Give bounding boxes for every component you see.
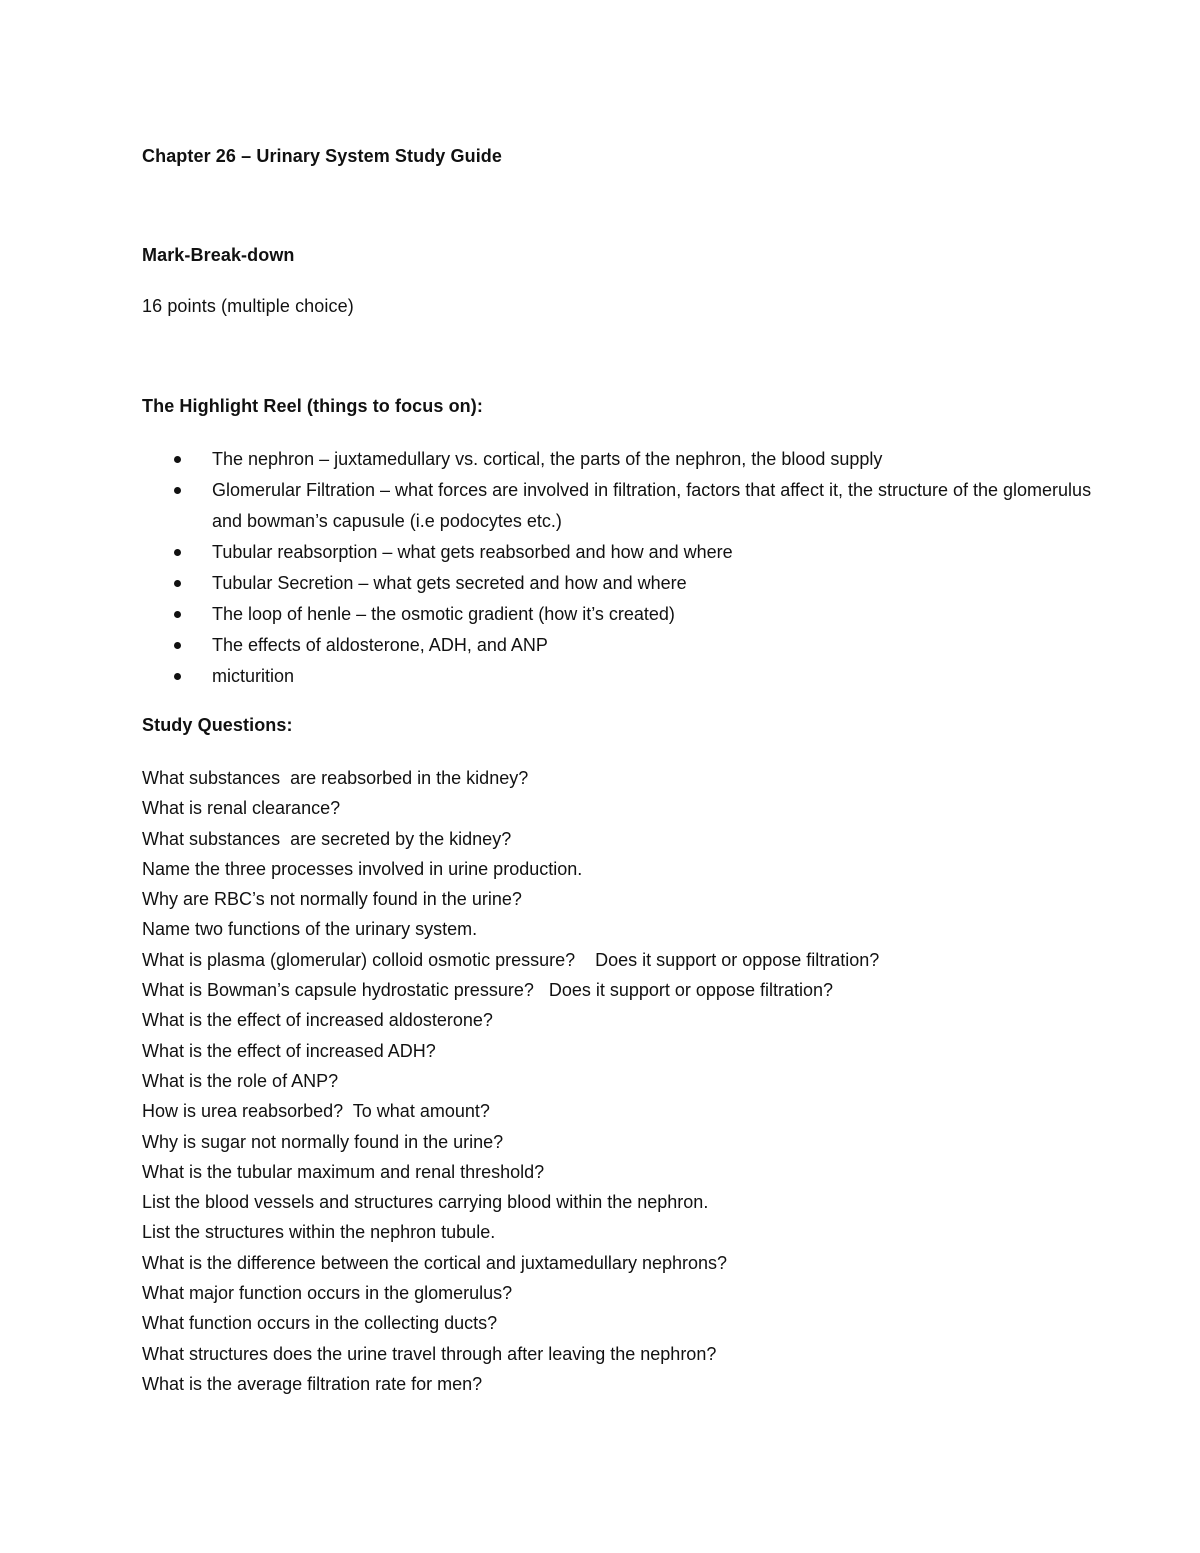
- study-question: Why is sugar not normally found in the urine?: [142, 1131, 504, 1152]
- study-question: What is the role of ANP?: [142, 1070, 339, 1091]
- bullet-icon: [174, 611, 181, 618]
- bullet-item: [142, 599, 1102, 630]
- study-question: List the blood vessels and structures carrying blood within the nephron.: [142, 1192, 709, 1213]
- bullet-text: Tubular reabsorption – what gets reabsorbed and how and where: [212, 542, 733, 562]
- study-question: Name two functions of the urinary system.: [142, 919, 478, 940]
- study-question: What is the difference between the cortical and juxtamedullary nephrons?: [142, 1252, 728, 1273]
- bullet-item: [142, 475, 1102, 537]
- bullet-item: [142, 568, 1102, 599]
- mark-breakdown-points: 16 points (multiple choice): [142, 296, 354, 316]
- bullet-text: Glomerular Filtration – what forces are involved in filtration, factors that affect it, the structure of the glomerulus and bowman’s capusule (i.e podocytes etc.): [212, 480, 1092, 531]
- study-question: List the structures within the nephron tubule.: [142, 1222, 496, 1243]
- bullet-icon: [174, 549, 181, 556]
- study-question: What major function occurs in the glomerulus?: [142, 1283, 513, 1304]
- study-question: What is renal clearance?: [142, 798, 341, 819]
- study-questions-heading: Study Questions:: [142, 715, 293, 735]
- bullet-item: [142, 630, 1102, 661]
- study-question: What substances are reabsorbed in the kidney?: [142, 768, 529, 788]
- study-question: What is plasma (glomerular) colloid osmotic pressure? Does it support or oppose filtration?: [142, 949, 880, 970]
- highlight-reel-list: [142, 444, 1102, 692]
- bullet-item: [142, 661, 1102, 692]
- study-questions-list: [142, 763, 879, 1399]
- study-question: How is urea reabsorbed? To what amount?: [142, 1101, 490, 1122]
- study-question: What function occurs in the collecting ducts?: [142, 1313, 498, 1334]
- study-question: What is Bowman’s capsule hydrostatic pressure? Does it support or oppose filtration?: [142, 980, 834, 1001]
- bullet-item: [142, 537, 1102, 568]
- study-question: Name the three processes involved in urine production.: [142, 858, 583, 879]
- bullet-icon: [174, 673, 181, 680]
- bullet-text: micturition: [212, 666, 295, 686]
- mark-breakdown-heading: Mark-Break-down: [142, 245, 295, 265]
- study-question: What structures does the urine travel through after leaving the nephron?: [142, 1343, 717, 1364]
- highlight-reel-heading: The Highlight Reel (things to focus on):: [142, 396, 483, 416]
- bullet-icon: [174, 580, 181, 587]
- bullet-icon: [174, 487, 181, 494]
- study-question: Why are RBC’s not normally found in the urine?: [142, 889, 522, 910]
- study-question: What is the effect of increased aldosterone?: [142, 1010, 493, 1031]
- document-title: Chapter 26 – Urinary System Study Guide: [142, 146, 503, 166]
- bullet-icon: [174, 642, 181, 649]
- bullet-icon: [174, 456, 181, 463]
- study-question: What is the average filtration rate for men?: [142, 1373, 483, 1394]
- bullet-text: The effects of aldosterone, ADH, and ANP: [212, 635, 548, 655]
- bullet-text: The loop of henle – the osmotic gradient (how it’s created): [212, 604, 675, 624]
- bullet-text: Tubular Secretion – what gets secreted and how and where: [212, 573, 687, 593]
- study-question: What is the effect of increased ADH?: [142, 1040, 436, 1061]
- bullet-item: [142, 444, 1102, 475]
- bullet-text: The nephron – juxtamedullary vs. cortical, the parts of the nephron, the blood supply: [212, 449, 883, 469]
- study-question: What substances are secreted by the kidney?: [142, 828, 512, 849]
- study-question: What is the tubular maximum and renal threshold?: [142, 1161, 545, 1182]
